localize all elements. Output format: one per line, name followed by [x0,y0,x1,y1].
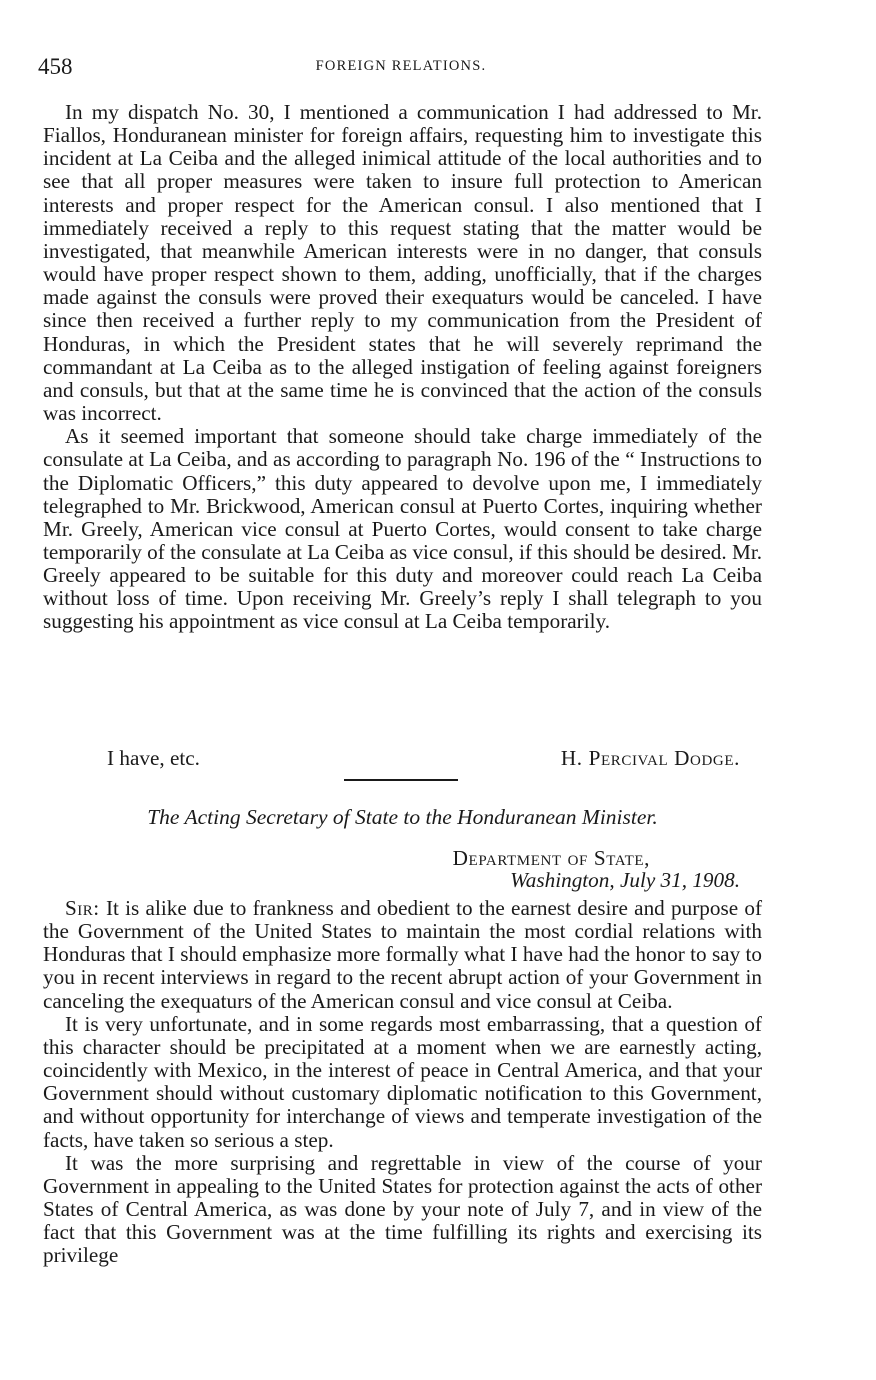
paragraph [43,897,762,1013]
running-head: FOREIGN RELATIONS. [315,58,487,74]
section-divider [344,779,458,781]
salutation: Sir: [65,896,100,920]
letter-secretary-body [43,897,762,1268]
place-date-line: Washington, July 31, 1908. [510,868,740,892]
paragraph-text: It is alike due to frankness and obedient to the earnest desire and purpose of the Government of the United States to maintain the most cordial relations with Honduras that I should emphasize more formally what I have had the honor to say to you in recent interviews in regard to the recent abrupt action of your Government in canceling the exequaturs of the American consul and vice consul at Ceiba. [43,896,763,1013]
paragraph: In my dispatch No. 30, I mentioned a communication I had addressed to Mr. Fiallos, Honduranean minister for foreign affairs, requesting him to investigate this incident at La Ceiba and the alleged inimical attitude of the local authorities and to see that all proper measures were taken to insure full protection to American interests and proper respect for the American consul. I also mentioned that I immediately received a reply to this request stating that the matter would be investigated, that meanwhile American interests were in no danger, that consuls would have proper respect shown to them, adding, unofficially, that if the charges made against the consuls were proved their exequaturs would be canceled. I have since then received a further reply to my communication from the President of Honduras, in which the President states that he will severely reprimand the commandant at La Ceiba as to the alleged instigation of feeling against foreigners and consuls, but that at the same time he is convinced that the action of the consuls was incorrect. [43,100,762,426]
page-header [38,54,764,82]
paragraph: As it seemed important that someone should take charge immediately of the consulate at La Ceiba, and as according to paragraph No. 196 of the “ Instructions to the Diplomatic Officers,” this duty appeared to devolve upon me, I immediately telegraphed to Mr. Brickwood, American consul at Puerto Cortes, inquiring whether Mr. Greely, American vice consul at Puerto Cortes, would consent to take charge temporarily of the consulate at La Ceiba as vice consul, if this should be desired. Mr. Greely appeared to be suitable for this duty and moreover could reach La Ceiba without loss of time. Upon receiving Mr. Greely’s reply I shall telegraph to you suggesting his appointment as vice consul at La Ceiba temporarily. [43,424,763,634]
department-line: Department of State, [452,846,650,870]
page-number: 458 [38,54,73,79]
signature: H. Percival Dodge. [560,746,740,770]
document-heading: The Acting Secretary of State to the Honduranean Minister. [147,805,658,829]
letter-closing [43,746,740,770]
paragraph: It is very unfortunate, and in some regards most embarrassing, that a question of this character should be precipitated at a moment when we are earnestly acting, coincidently with Mexico, in the interest of peace in Central America, and that your Government should without customary diplomatic notification to this Government, and without opportunity for interchange of views and temperate investigation of the facts, have taken so serious a step. [43,1011,762,1152]
letter-dodge-body [43,101,762,634]
complimentary-close: I have, etc. [107,746,200,770]
paragraph: It was the more surprising and regrettable in view of the course of your Government in appealing to the United States for protection against the acts of other States of Central America, as was done by your note of July 7, and in view of the fact that this Government was at the time fulfilling its rights and exercising its privilege [43,1150,762,1268]
